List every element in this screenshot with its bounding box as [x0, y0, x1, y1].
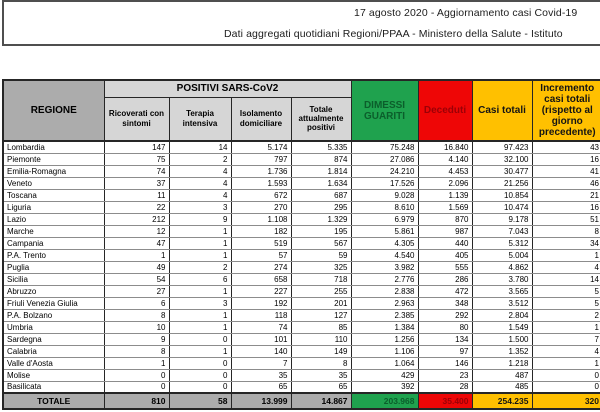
region-name: Sicilia [3, 273, 104, 285]
value-cell: 1 [169, 345, 231, 357]
region-name: Liguria [3, 201, 104, 213]
value-cell: 74 [104, 165, 169, 177]
value-cell: 1.593 [231, 177, 291, 189]
table-row [3, 237, 600, 249]
table-row [3, 321, 600, 333]
value-cell: 6 [104, 297, 169, 309]
value-cell: 30.477 [472, 165, 532, 177]
value-cell: 1.064 [351, 357, 418, 369]
value-cell: 0 [169, 333, 231, 345]
value-cell: 4.862 [472, 261, 532, 273]
value-cell: 201 [291, 297, 351, 309]
value-cell: 5 [532, 285, 600, 297]
value-cell: 1.108 [231, 213, 291, 225]
value-cell: 34 [532, 237, 600, 249]
value-cell: 4 [169, 165, 231, 177]
value-cell: 1 [532, 249, 600, 261]
column-header-totale-positivi: Totale attualmente positivi [291, 97, 351, 141]
region-name: Abruzzo [3, 285, 104, 297]
value-cell: 0 [169, 357, 231, 369]
value-cell: 54 [104, 273, 169, 285]
value-cell: 5.174 [231, 141, 291, 153]
value-cell: 6.979 [351, 213, 418, 225]
value-cell: 2.776 [351, 273, 418, 285]
value-cell: 24.210 [351, 165, 418, 177]
value-cell: 65 [231, 381, 291, 393]
value-cell: 134 [418, 333, 472, 345]
value-cell: 0 [532, 369, 600, 381]
table-row [3, 297, 600, 309]
column-header-dimessi-guariti: DIMESSI GUARITI [351, 80, 418, 141]
value-cell: 6 [169, 273, 231, 285]
value-cell: 9.178 [472, 213, 532, 225]
value-cell: 392 [351, 381, 418, 393]
value-cell: 4.453 [418, 165, 472, 177]
value-cell: 797 [231, 153, 291, 165]
value-cell: 49 [104, 261, 169, 273]
group-header-positivi: POSITIVI SARS-CoV2 [104, 80, 351, 97]
value-cell: 47 [104, 237, 169, 249]
region-name: Sardegna [3, 333, 104, 345]
table-row [3, 285, 600, 297]
value-cell: 429 [351, 369, 418, 381]
value-cell: 0 [104, 369, 169, 381]
region-name: Campania [3, 237, 104, 249]
value-cell: 2.963 [351, 297, 418, 309]
value-cell: 51 [532, 213, 600, 225]
value-cell: 80 [418, 321, 472, 333]
value-cell: 2 [169, 261, 231, 273]
totale-deceduti: 35.400 [418, 393, 472, 409]
region-name: Puglia [3, 261, 104, 273]
value-cell: 658 [231, 273, 291, 285]
value-cell: 57 [231, 249, 291, 261]
table-row [3, 201, 600, 213]
value-cell: 14 [169, 141, 231, 153]
value-cell: 1.569 [418, 201, 472, 213]
value-cell: 192 [231, 297, 291, 309]
value-cell: 110 [291, 333, 351, 345]
value-cell: 2.096 [418, 177, 472, 189]
region-name: Molise [3, 369, 104, 381]
value-cell: 4 [532, 261, 600, 273]
value-cell: 1 [104, 249, 169, 261]
totale-terapia-intensiva: 58 [169, 393, 231, 409]
value-cell: 4 [169, 177, 231, 189]
region-name: Lazio [3, 213, 104, 225]
value-cell: 2 [169, 153, 231, 165]
value-cell: 1.549 [472, 321, 532, 333]
value-cell: 295 [291, 201, 351, 213]
value-cell: 4.140 [418, 153, 472, 165]
value-cell: 8 [104, 309, 169, 321]
region-name: Lombardia [3, 141, 104, 153]
table-row [3, 309, 600, 321]
bulletin-subtitle: Dati aggregati quotidiani Regioni/PPAA - Ministero della Salute - Istituto [224, 28, 563, 40]
value-cell: 0 [169, 381, 231, 393]
value-cell: 1 [104, 357, 169, 369]
table-header [3, 80, 600, 141]
table-row [3, 345, 600, 357]
table-row [3, 249, 600, 261]
value-cell: 274 [231, 261, 291, 273]
region-name: Toscana [3, 189, 104, 201]
value-cell: 2.838 [351, 285, 418, 297]
value-cell: 1.500 [472, 333, 532, 345]
value-cell: 5.335 [291, 141, 351, 153]
value-cell: 487 [472, 369, 532, 381]
value-cell: 7 [231, 357, 291, 369]
value-cell: 21 [532, 189, 600, 201]
value-cell: 1 [169, 285, 231, 297]
value-cell: 2.385 [351, 309, 418, 321]
totale-label: TOTALE [3, 393, 104, 409]
table-row [3, 189, 600, 201]
value-cell: 9 [169, 213, 231, 225]
region-name: Basilicata [3, 381, 104, 393]
value-cell: 1 [169, 225, 231, 237]
value-cell: 718 [291, 273, 351, 285]
value-cell: 14 [532, 273, 600, 285]
bulletin-header-box [2, 0, 600, 46]
value-cell: 7 [532, 333, 600, 345]
value-cell: 227 [231, 285, 291, 297]
table-row [3, 141, 600, 153]
value-cell: 1 [532, 357, 600, 369]
value-cell: 672 [231, 189, 291, 201]
column-header-terapia-intensiva: Terapia intensiva [169, 97, 231, 141]
value-cell: 1.139 [418, 189, 472, 201]
value-cell: 1.329 [291, 213, 351, 225]
totale-casi-totali: 254.235 [472, 393, 532, 409]
table-row [3, 381, 600, 393]
region-name: Umbria [3, 321, 104, 333]
table-row [3, 261, 600, 273]
value-cell: 270 [231, 201, 291, 213]
region-name: P.A. Bolzano [3, 309, 104, 321]
value-cell: 182 [231, 225, 291, 237]
table-row [3, 357, 600, 369]
value-cell: 3 [169, 297, 231, 309]
column-header-ricoverati: Ricoverati con sintomi [104, 97, 169, 141]
value-cell: 16 [532, 201, 600, 213]
value-cell: 10 [104, 321, 169, 333]
column-header-incremento: Incremento casi totali (rispetto al giorno precedente) [532, 80, 600, 141]
value-cell: 101 [231, 333, 291, 345]
value-cell: 874 [291, 153, 351, 165]
value-cell: 8 [532, 225, 600, 237]
value-cell: 65 [291, 381, 351, 393]
value-cell: 519 [231, 237, 291, 249]
totale-ricoverati: 810 [104, 393, 169, 409]
value-cell: 1.634 [291, 177, 351, 189]
value-cell: 1.384 [351, 321, 418, 333]
totale-incremento: 320 [532, 393, 600, 409]
region-name: Calabria [3, 345, 104, 357]
column-header-regione: REGIONE [3, 80, 104, 141]
region-name: Marche [3, 225, 104, 237]
totale-row [3, 393, 600, 409]
value-cell: 325 [291, 261, 351, 273]
covid-data-table [2, 79, 600, 410]
value-cell: 9.028 [351, 189, 418, 201]
bulletin-title: 17 agosto 2020 - Aggiornamento casi Covid-19 [354, 7, 578, 19]
value-cell: 74 [231, 321, 291, 333]
table-row [3, 177, 600, 189]
column-header-isolamento: Isolamento domiciliare [231, 97, 291, 141]
covid-table-container [2, 79, 600, 410]
table-row [3, 273, 600, 285]
value-cell: 987 [418, 225, 472, 237]
value-cell: 21.256 [472, 177, 532, 189]
value-cell: 8 [291, 357, 351, 369]
value-cell: 12 [104, 225, 169, 237]
value-cell: 127 [291, 309, 351, 321]
value-cell: 0 [169, 369, 231, 381]
value-cell: 405 [418, 249, 472, 261]
value-cell: 23 [418, 369, 472, 381]
value-cell: 1.352 [472, 345, 532, 357]
value-cell: 7.043 [472, 225, 532, 237]
value-cell: 149 [291, 345, 351, 357]
totale-attualmente-positivi: 14.867 [291, 393, 351, 409]
value-cell: 22 [104, 201, 169, 213]
value-cell: 32.100 [472, 153, 532, 165]
value-cell: 3 [169, 201, 231, 213]
value-cell: 2.804 [472, 309, 532, 321]
totale-isolamento: 13.999 [231, 393, 291, 409]
value-cell: 1 [532, 321, 600, 333]
value-cell: 27.086 [351, 153, 418, 165]
value-cell: 37 [104, 177, 169, 189]
table-row [3, 333, 600, 345]
value-cell: 870 [418, 213, 472, 225]
value-cell: 8.610 [351, 201, 418, 213]
value-cell: 5.312 [472, 237, 532, 249]
value-cell: 567 [291, 237, 351, 249]
value-cell: 147 [104, 141, 169, 153]
value-cell: 35 [231, 369, 291, 381]
value-cell: 41 [532, 165, 600, 177]
value-cell: 292 [418, 309, 472, 321]
value-cell: 3.512 [472, 297, 532, 309]
table-row [3, 153, 600, 165]
value-cell: 1.814 [291, 165, 351, 177]
value-cell: 1.218 [472, 357, 532, 369]
value-cell: 27 [104, 285, 169, 297]
value-cell: 118 [231, 309, 291, 321]
region-name: Friuli Venezia Giulia [3, 297, 104, 309]
value-cell: 4.305 [351, 237, 418, 249]
value-cell: 472 [418, 285, 472, 297]
value-cell: 11 [104, 189, 169, 201]
value-cell: 1 [169, 237, 231, 249]
value-cell: 0 [104, 381, 169, 393]
value-cell: 3.565 [472, 285, 532, 297]
table-footer [3, 393, 600, 409]
value-cell: 140 [231, 345, 291, 357]
value-cell: 146 [418, 357, 472, 369]
value-cell: 17.526 [351, 177, 418, 189]
value-cell: 97 [418, 345, 472, 357]
column-header-deceduti: Deceduti [418, 80, 472, 141]
value-cell: 75.248 [351, 141, 418, 153]
value-cell: 16 [532, 153, 600, 165]
value-cell: 687 [291, 189, 351, 201]
value-cell: 35 [291, 369, 351, 381]
value-cell: 195 [291, 225, 351, 237]
table-row [3, 165, 600, 177]
value-cell: 255 [291, 285, 351, 297]
value-cell: 485 [472, 381, 532, 393]
region-name: Veneto [3, 177, 104, 189]
value-cell: 46 [532, 177, 600, 189]
value-cell: 2 [532, 309, 600, 321]
value-cell: 1.256 [351, 333, 418, 345]
value-cell: 9 [104, 333, 169, 345]
table-body [3, 141, 600, 393]
value-cell: 85 [291, 321, 351, 333]
value-cell: 440 [418, 237, 472, 249]
value-cell: 16.840 [418, 141, 472, 153]
value-cell: 10.854 [472, 189, 532, 201]
value-cell: 1 [169, 309, 231, 321]
value-cell: 28 [418, 381, 472, 393]
value-cell: 555 [418, 261, 472, 273]
value-cell: 1 [169, 321, 231, 333]
value-cell: 3.982 [351, 261, 418, 273]
value-cell: 5.004 [472, 249, 532, 261]
value-cell: 97.423 [472, 141, 532, 153]
value-cell: 0 [532, 381, 600, 393]
value-cell: 4 [169, 189, 231, 201]
value-cell: 286 [418, 273, 472, 285]
value-cell: 5.861 [351, 225, 418, 237]
value-cell: 212 [104, 213, 169, 225]
value-cell: 4.540 [351, 249, 418, 261]
value-cell: 1.736 [231, 165, 291, 177]
region-name: Piemonte [3, 153, 104, 165]
value-cell: 1.106 [351, 345, 418, 357]
region-name: P.A. Trento [3, 249, 104, 261]
table-row [3, 213, 600, 225]
table-row [3, 225, 600, 237]
value-cell: 4 [532, 345, 600, 357]
table-row [3, 369, 600, 381]
region-name: Valle d'Aosta [3, 357, 104, 369]
value-cell: 3.780 [472, 273, 532, 285]
region-name: Emilia-Romagna [3, 165, 104, 177]
value-cell: 10.474 [472, 201, 532, 213]
totale-dimessi-guariti: 203.968 [351, 393, 418, 409]
column-header-casi-totali: Casi totali [472, 80, 532, 141]
value-cell: 8 [104, 345, 169, 357]
value-cell: 5 [532, 297, 600, 309]
value-cell: 43 [532, 141, 600, 153]
value-cell: 59 [291, 249, 351, 261]
value-cell: 1 [169, 249, 231, 261]
value-cell: 75 [104, 153, 169, 165]
value-cell: 348 [418, 297, 472, 309]
